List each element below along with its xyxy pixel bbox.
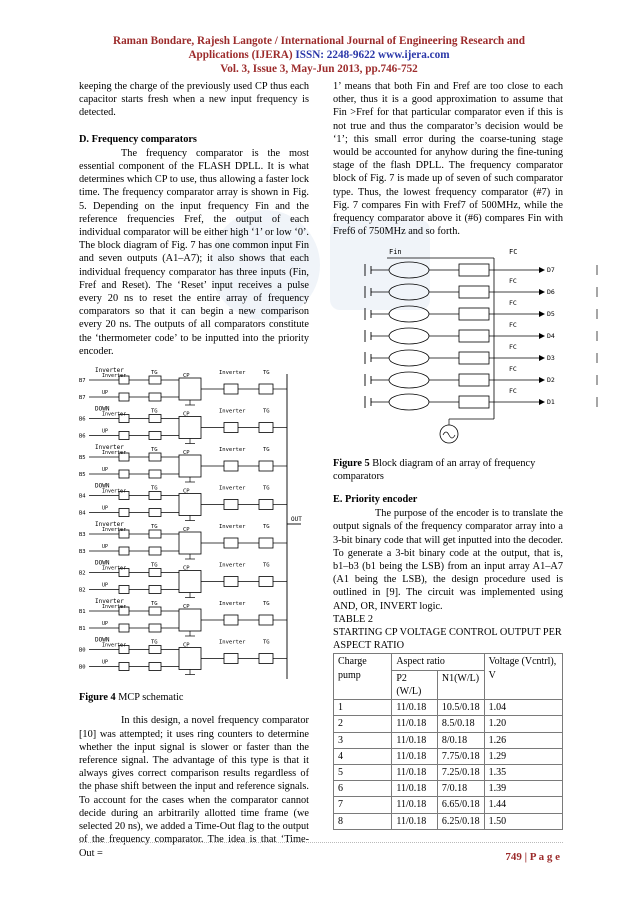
cp-label: CP bbox=[183, 488, 190, 495]
table-row bbox=[334, 781, 563, 797]
table-cell: 1.26 bbox=[484, 732, 562, 748]
figure-5-caption-text: Block diagram of an array of frequency comparators bbox=[333, 457, 536, 482]
tg-label: TG bbox=[263, 601, 270, 608]
table-cell: 10.5/0.18 bbox=[437, 700, 484, 716]
tg-label: TG bbox=[151, 408, 158, 415]
stage-sub-label: UP bbox=[102, 428, 109, 435]
tg-label: TG bbox=[151, 370, 158, 377]
inverter-label: Inverter bbox=[219, 370, 246, 377]
cp-label: CP bbox=[183, 373, 190, 380]
tg-label: TG bbox=[151, 524, 158, 531]
table-cell: 6 bbox=[334, 781, 392, 797]
pulse-wave bbox=[443, 432, 455, 438]
left-column bbox=[79, 80, 309, 860]
transmission-gate-block bbox=[149, 646, 161, 654]
transmission-gate-block bbox=[149, 624, 161, 632]
output-tg-block bbox=[259, 500, 273, 510]
table-cell: 7.25/0.18 bbox=[437, 764, 484, 780]
fc-block-label: FC bbox=[509, 365, 517, 374]
table-cell: 5 bbox=[334, 764, 392, 780]
stage-label: DOWN bbox=[95, 636, 110, 644]
inverter-block bbox=[119, 432, 129, 440]
header-p2: P2 (W/L) bbox=[392, 670, 438, 699]
input-label: B2 bbox=[79, 570, 86, 577]
cp-label: CP bbox=[183, 604, 190, 611]
comparator-block bbox=[459, 264, 489, 276]
input-label: B5 bbox=[79, 472, 86, 479]
output-arrow bbox=[539, 355, 545, 361]
output-inverter-block bbox=[224, 384, 238, 394]
footer-rule bbox=[79, 842, 563, 843]
input-label: B5 bbox=[79, 455, 86, 462]
table-cell: 1.20 bbox=[484, 716, 562, 732]
comparator-node bbox=[389, 350, 429, 366]
figure-5-label: Figure 5 bbox=[333, 457, 370, 469]
input-label: B6 bbox=[79, 433, 86, 440]
table-cell: 8.5/0.18 bbox=[437, 716, 484, 732]
table-cell: 1.29 bbox=[484, 748, 562, 764]
input-label: B4 bbox=[79, 493, 86, 500]
inverter-block bbox=[119, 547, 129, 555]
table-cell: 6.65/0.18 bbox=[437, 797, 484, 813]
table-cell: 11/0.18 bbox=[392, 732, 438, 748]
charge-pump-block bbox=[179, 455, 201, 477]
stage-sub-label: Inverter bbox=[102, 488, 127, 495]
input-label: B7 bbox=[79, 395, 86, 402]
tg-label: TG bbox=[151, 447, 158, 454]
table-row bbox=[334, 813, 563, 829]
output-arrow bbox=[539, 333, 545, 339]
input-label: B3 bbox=[79, 549, 86, 556]
cp-label: CP bbox=[183, 450, 190, 457]
output-arrow bbox=[539, 399, 545, 405]
comparator-node bbox=[389, 394, 429, 410]
header-n1: N1(W/L) bbox=[437, 670, 484, 699]
tg-label: TG bbox=[263, 408, 270, 415]
inverter-block bbox=[119, 586, 129, 594]
output-tg-block bbox=[259, 577, 273, 587]
input-label: B3 bbox=[79, 532, 86, 539]
stage-label: DOWN bbox=[95, 405, 110, 413]
stage-sub-label: UP bbox=[102, 544, 109, 551]
left-intro-paragraph: keeping the charge of the previously used CP thus each capacitor starts fresh when a new input frequency is detected. bbox=[79, 81, 309, 119]
comparator-node bbox=[389, 328, 429, 344]
table-cell: 11/0.18 bbox=[392, 813, 438, 829]
input-label: B0 bbox=[79, 664, 86, 671]
table-cell: 2 bbox=[334, 716, 392, 732]
cp-label: CP bbox=[183, 565, 190, 572]
figure-5-caption bbox=[333, 457, 563, 483]
transmission-gate-block bbox=[149, 415, 161, 423]
table-row bbox=[334, 700, 563, 716]
comparator-block bbox=[459, 286, 489, 298]
charge-pump-block bbox=[179, 609, 201, 631]
cp-label: CP bbox=[183, 411, 190, 418]
output-inverter-block bbox=[224, 423, 238, 433]
transmission-gate-block bbox=[149, 492, 161, 500]
table-cell: 1.04 bbox=[484, 700, 562, 716]
header-aspect-ratio: Aspect ratio bbox=[392, 654, 484, 670]
section-heading-priority-encoder: E. Priority encoder bbox=[333, 494, 418, 506]
figure-4-caption bbox=[79, 691, 309, 704]
table-cell: 7.75/0.18 bbox=[437, 748, 484, 764]
transmission-gate-block bbox=[149, 453, 161, 461]
comparator-node bbox=[389, 306, 429, 322]
transmission-gate-block bbox=[149, 586, 161, 594]
stage-label: DOWN bbox=[95, 482, 110, 490]
inverter-label: Inverter bbox=[219, 639, 246, 646]
fin-label: Fin bbox=[389, 248, 402, 257]
inverter-block bbox=[119, 663, 129, 671]
transmission-gate-block bbox=[149, 569, 161, 577]
reset-pulse-source bbox=[440, 425, 458, 443]
output-tg-block bbox=[259, 423, 273, 433]
header-journal-name: Applications (IJERA) bbox=[188, 49, 296, 61]
charge-pump-block bbox=[179, 532, 201, 554]
output-inverter-block bbox=[224, 500, 238, 510]
output-label: D3 bbox=[547, 354, 555, 363]
tg-label: TG bbox=[263, 370, 270, 377]
inverter-label: Inverter bbox=[219, 408, 246, 415]
table-cell: 11/0.18 bbox=[392, 716, 438, 732]
table-row bbox=[334, 797, 563, 813]
section-heading-frequency-comparators: D. Frequency comparators bbox=[79, 133, 197, 145]
charge-pump-block bbox=[179, 378, 201, 400]
output-arrow bbox=[539, 289, 545, 295]
tg-label: TG bbox=[263, 485, 270, 492]
transmission-gate-block bbox=[149, 393, 161, 401]
stage-sub-label: Inverter bbox=[102, 527, 127, 534]
figure-4-caption-text: MCP schematic bbox=[115, 692, 184, 704]
inverter-label: Inverter bbox=[219, 485, 246, 492]
input-label: B4 bbox=[79, 510, 86, 517]
transmission-gate-block bbox=[149, 530, 161, 538]
fc-block-label: FC bbox=[509, 299, 517, 308]
charge-pump-block bbox=[179, 417, 201, 439]
fc-label: FC bbox=[509, 248, 518, 257]
transmission-gate-block bbox=[149, 376, 161, 384]
table-cell: 1.39 bbox=[484, 781, 562, 797]
output-tg-block bbox=[259, 384, 273, 394]
comparator-block bbox=[459, 396, 489, 408]
fc-block-label: FC bbox=[509, 321, 517, 330]
table-cell: 8 bbox=[334, 813, 392, 829]
stage-label: Inverter bbox=[95, 521, 124, 529]
comparator-node bbox=[389, 284, 429, 300]
inverter-label: Inverter bbox=[219, 562, 246, 569]
input-label: B2 bbox=[79, 587, 86, 594]
output-tg-block bbox=[259, 538, 273, 548]
output-label: D1 bbox=[547, 398, 555, 407]
figure-5-comparator-array bbox=[329, 244, 614, 449]
tg-label: TG bbox=[263, 562, 270, 569]
output-inverter-block bbox=[224, 615, 238, 625]
header-issn-url[interactable]: ISSN: 2248-9622 www.ijera.com bbox=[295, 49, 450, 61]
comparator-node bbox=[389, 262, 429, 278]
output-arrow bbox=[539, 311, 545, 317]
table-cell: 1 bbox=[334, 700, 392, 716]
tg-label: TG bbox=[263, 639, 270, 646]
comparator-block bbox=[459, 352, 489, 364]
table-title: STARTING CP VOLTAGE CONTROL OUTPUT PER ASPECT RATIO bbox=[333, 627, 562, 652]
table-cell: 4 bbox=[334, 748, 392, 764]
input-label: B1 bbox=[79, 609, 86, 616]
transmission-gate-block bbox=[149, 663, 161, 671]
table-cell: 7 bbox=[334, 797, 392, 813]
stage-sub-label: UP bbox=[102, 505, 109, 512]
transmission-gate-block bbox=[149, 470, 161, 478]
output-tg-block bbox=[259, 461, 273, 471]
inverter-label: Inverter bbox=[219, 601, 246, 608]
inverter-block bbox=[119, 393, 129, 401]
fc-block-label: FC bbox=[509, 277, 517, 286]
output-inverter-block bbox=[224, 654, 238, 664]
table-cell: 1.44 bbox=[484, 797, 562, 813]
table-cell: 1.35 bbox=[484, 764, 562, 780]
table-cell: 3 bbox=[334, 732, 392, 748]
tg-label: TG bbox=[263, 447, 270, 454]
output-inverter-block bbox=[224, 538, 238, 548]
right-column bbox=[333, 80, 563, 830]
tg-label: TG bbox=[151, 601, 158, 608]
transmission-gate-block bbox=[149, 547, 161, 555]
header-volume-line: Vol. 3, Issue 3, May-Jun 2013, pp.746-752 bbox=[220, 63, 418, 75]
table-cell: 1.50 bbox=[484, 813, 562, 829]
page-number: 749 | P a g e bbox=[505, 851, 560, 863]
table-body bbox=[334, 700, 563, 830]
stage-sub-label: UP bbox=[102, 621, 109, 628]
table-cell: 11/0.18 bbox=[392, 797, 438, 813]
inverter-block bbox=[119, 509, 129, 517]
table-number: TABLE 2 bbox=[333, 613, 374, 625]
output-tg-block bbox=[259, 654, 273, 664]
priority-encoder-paragraph: The purpose of the encoder is to translate the output signals of the frequency comparator array into a 3-bit binary code that will get inputted into the decoder. To generate a 3-bit binary code at the output, that is, b1–b3 (b1 being the LSB) from an input array A1–A7 (A1 being the LSB), the design procedure used is outlined in [9]. The circuit was implemented using AND, OR, INVERT logic. bbox=[333, 508, 563, 612]
charge-pump-block bbox=[179, 571, 201, 593]
charge-pump-block bbox=[179, 648, 201, 670]
cp-label: CP bbox=[183, 527, 190, 534]
output-label: D6 bbox=[547, 288, 555, 297]
transmission-gate-block bbox=[149, 509, 161, 517]
novel-comparator-paragraph: In this design, a novel frequency comparator [10] was attempted; it uses ring counters to determine whether the input signal is slower or faster than the reference signal. The advantage of this type is that it always gives correct comparison results regardless of the phase shift between the input and reference signals. To account for the cases when the comparator cannot decide during an arbitrarily allotted time frame (we selected 20 ns), we added a Time-Out flag to the output of the frequency comparator. The idea is that ‘Time-Out = bbox=[79, 715, 309, 859]
figure-4-label: Figure 4 bbox=[79, 692, 116, 704]
stage-sub-label: Inverter bbox=[102, 604, 127, 611]
tg-label: TG bbox=[151, 485, 158, 492]
table-row bbox=[334, 748, 563, 764]
figure-4-mcp-schematic bbox=[79, 364, 309, 684]
table-cell: 8/0.18 bbox=[437, 732, 484, 748]
frequency-comparators-paragraph: The frequency comparator is the most essential component of the FLASH DPLL. It is what determines which CP to use, thus allowing a faster lock time. The frequency comparator array is shown in Fig. 5. Depending on the input frequency Fin and the reference frequencies Fref, the output of each individual comparator will be either high ‘1’ or low ‘0’. The block diagram of Fig. 7 has one common input Fin and seven outputs (A1–A7); it also shows that each individual frequency comparator has three inputs (Fin, Fref and Reset). The ‘Reset’ input receives a pulse every 20 ns to reset the entire array of frequency comparators so that it can begin a new comparison every 20 ns. The outputs of all comparators constitute the ‘thermometer code’ to be inputted into the priority encoder. bbox=[79, 147, 309, 357]
output-inverter-block bbox=[224, 577, 238, 587]
output-arrow bbox=[539, 267, 545, 273]
tg-label: TG bbox=[151, 639, 158, 646]
charge-pump-block bbox=[179, 494, 201, 516]
table-cell: 11/0.18 bbox=[392, 700, 438, 716]
header-voltage: Voltage (Vcntrl), V bbox=[484, 654, 562, 700]
table-row bbox=[334, 716, 563, 732]
comparator-block bbox=[459, 308, 489, 320]
tg-label: TG bbox=[263, 524, 270, 531]
table-row bbox=[334, 764, 563, 780]
out-label: OUT bbox=[291, 516, 302, 524]
table-cell: 11/0.18 bbox=[392, 764, 438, 780]
comparator-block bbox=[459, 374, 489, 386]
output-label: D2 bbox=[547, 376, 555, 385]
transmission-gate-block bbox=[149, 607, 161, 615]
transmission-gate-block bbox=[149, 432, 161, 440]
output-tg-block bbox=[259, 615, 273, 625]
output-label: D7 bbox=[547, 266, 555, 275]
output-label: D4 bbox=[547, 332, 555, 341]
stage-sub-label: UP bbox=[102, 467, 109, 474]
stage-sub-label: UP bbox=[102, 582, 109, 589]
stage-sub-label: Inverter bbox=[102, 411, 127, 418]
stage-sub-label: UP bbox=[102, 659, 109, 666]
tg-label: TG bbox=[151, 562, 158, 569]
fc-block-label: FC bbox=[509, 387, 517, 396]
output-label: D5 bbox=[547, 310, 555, 319]
cp-voltage-table bbox=[333, 653, 563, 829]
table-header-row bbox=[334, 654, 563, 670]
header-authors-line: Raman Bondare, Rajesh Langote / International Journal of Engineering Research and bbox=[113, 35, 525, 47]
stage-sub-label: Inverter bbox=[102, 450, 127, 457]
inverter-block bbox=[119, 470, 129, 478]
inverter-label: Inverter bbox=[219, 447, 246, 454]
input-label: B7 bbox=[79, 378, 86, 385]
journal-header bbox=[40, 34, 598, 76]
input-label: B1 bbox=[79, 626, 86, 633]
input-label: B0 bbox=[79, 647, 86, 654]
stage-label: Inverter bbox=[95, 598, 124, 606]
table-cell: 11/0.18 bbox=[392, 748, 438, 764]
inverter-label: Inverter bbox=[219, 524, 246, 531]
stage-sub-label: Inverter bbox=[102, 373, 127, 380]
stage-sub-label: Inverter bbox=[102, 565, 127, 572]
table-cell: 11/0.18 bbox=[392, 781, 438, 797]
table-cell: 7/0.18 bbox=[437, 781, 484, 797]
stage-label: DOWN bbox=[95, 559, 110, 567]
comparator-block bbox=[459, 330, 489, 342]
comparator-node bbox=[389, 372, 429, 388]
stage-sub-label: UP bbox=[102, 390, 109, 397]
right-continued-paragraph: 1’ means that both Fin and Fref are too close to each other, thus it is a good approximation to assume that Fin >Fref for that particular comparator even if this is not true and thus the comparator’s decision would be ‘1’; this small error during the coarse-tuning stage would be accounted for anyhow during the fine-tuning stage of the flash DPLL. The frequency comparator block of Fig. 7 is made up of seven of such comparator type. Thus, the lowest frequency comparator (#7) in Fig. 7 compares Fin with Fref7 of 500MHz, while the frequency comparator above it (#6) compares Fin with Fref6 of 750MHz and so forth. bbox=[333, 81, 563, 238]
stage-label: Inverter bbox=[95, 444, 124, 452]
output-arrow bbox=[539, 377, 545, 383]
table-row bbox=[334, 732, 563, 748]
output-inverter-block bbox=[224, 461, 238, 471]
cp-label: CP bbox=[183, 642, 190, 649]
header-charge-pump: Charge pump bbox=[334, 654, 392, 700]
header-journal-line bbox=[40, 48, 598, 62]
fc-block-label: FC bbox=[509, 343, 517, 352]
table-cell: 6.25/0.18 bbox=[437, 813, 484, 829]
inverter-block bbox=[119, 624, 129, 632]
stage-sub-label: Inverter bbox=[102, 642, 127, 649]
stage-label: Inverter bbox=[95, 367, 124, 375]
input-label: B6 bbox=[79, 416, 86, 423]
